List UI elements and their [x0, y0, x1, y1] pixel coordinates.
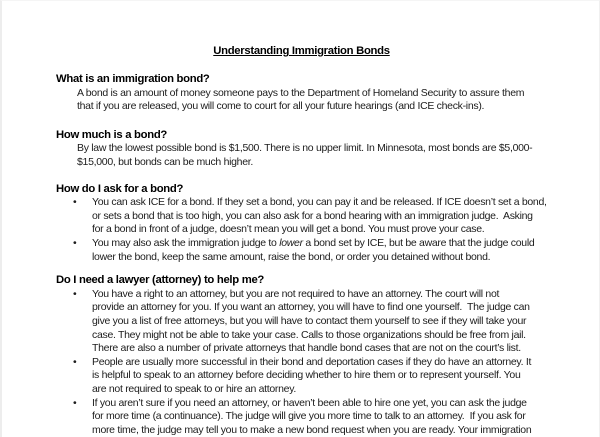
- text-line: are not required to speak to or hire an attorney.: [92, 382, 296, 395]
- text-line: or sets a bond that is too high, you can also ask for a bond hearing with an immigration judge. Asking: [92, 209, 533, 222]
- section-heading-need-lawyer: Do I need a lawyer (attorney) to help me?: [56, 274, 265, 287]
- text-segment: a bond set by ICE, but be aware that the judge could: [302, 237, 535, 250]
- text-line: lower the bond, keep the same amount, raise the bond, or order you detained without bond.: [92, 250, 491, 263]
- text-line: A bond is an amount of money someone pays to the Department of Homeland Security to assure them: [77, 86, 525, 99]
- text-line: • You have a right to an attorney, but you are not required to have an attorney. The court will not: [92, 287, 500, 300]
- document-title: Understanding Immigration Bonds: [213, 45, 390, 57]
- text-line: [92, 237, 547, 251]
- section-heading-how-much: How much is a bond?: [56, 128, 168, 141]
- text-line: By law the lowest possible bond is $1,500. There is no upper limit. In Minnesota, most bonds are $5,000-: [77, 142, 533, 155]
- bullet-item: [56, 397, 547, 437]
- text-line: more time, the judge may tell you to make a new bond request when you are ready. Your immigration: [92, 423, 532, 436]
- text-line: is helpful to speak to an attorney before deciding whether to hire them or to represent yourself. You: [92, 369, 521, 382]
- italic-text-segment: lower: [279, 237, 303, 250]
- section-heading-what-is-bond: What is an immigration bond?: [56, 73, 210, 86]
- text-line: for a bond in front of a judge, doesn’t mean you will get a bond. You must prove your case.: [92, 223, 485, 236]
- paragraph: [77, 87, 547, 114]
- text-line: for more time (a continuance). The judge will give you more time to talk to an attorney. If you ask for: [92, 410, 526, 423]
- text-segment: You may also ask the immigration judge to: [92, 237, 280, 250]
- text-line: There are also a number of private attorneys that handle bond cases that are not on the court’s list.: [92, 342, 521, 355]
- bullet-item: [56, 356, 547, 397]
- bullet-item: [56, 288, 547, 356]
- text-line: $15,000, but bonds can be much higher.: [77, 156, 253, 169]
- bullet-item: [56, 196, 547, 237]
- text-line: provide an attorney for you. If you want an attorney, you will have to find one yourself. The judge can: [92, 301, 530, 314]
- paragraph: [77, 142, 547, 169]
- bullet-item: [56, 237, 547, 264]
- text-line: • You can ask ICE for a bond. If they set a bond, you can pay it and be released. If ICE doesn’t set a bond,: [92, 196, 547, 209]
- text-line: • People are usually more successful in their bond and deportation cases if they do have an attorney. It: [92, 355, 532, 368]
- text-line: give you a list of free attorneys, but you will have to contact them yourself to see if they will take your: [92, 315, 527, 327]
- text-line: case. They might not be able to take your case. Calls to those organizations should be free from jail.: [92, 328, 526, 341]
- text-line: • If you aren’t sure if you need an attorney, or haven’t been able to hire one yet, you can ask the judge: [92, 396, 527, 409]
- section-heading-how-ask: How do I ask for a bond?: [56, 182, 184, 195]
- text-line: that if you are released, you will come to court for all your future hearings (and ICE check-ins).: [77, 100, 485, 113]
